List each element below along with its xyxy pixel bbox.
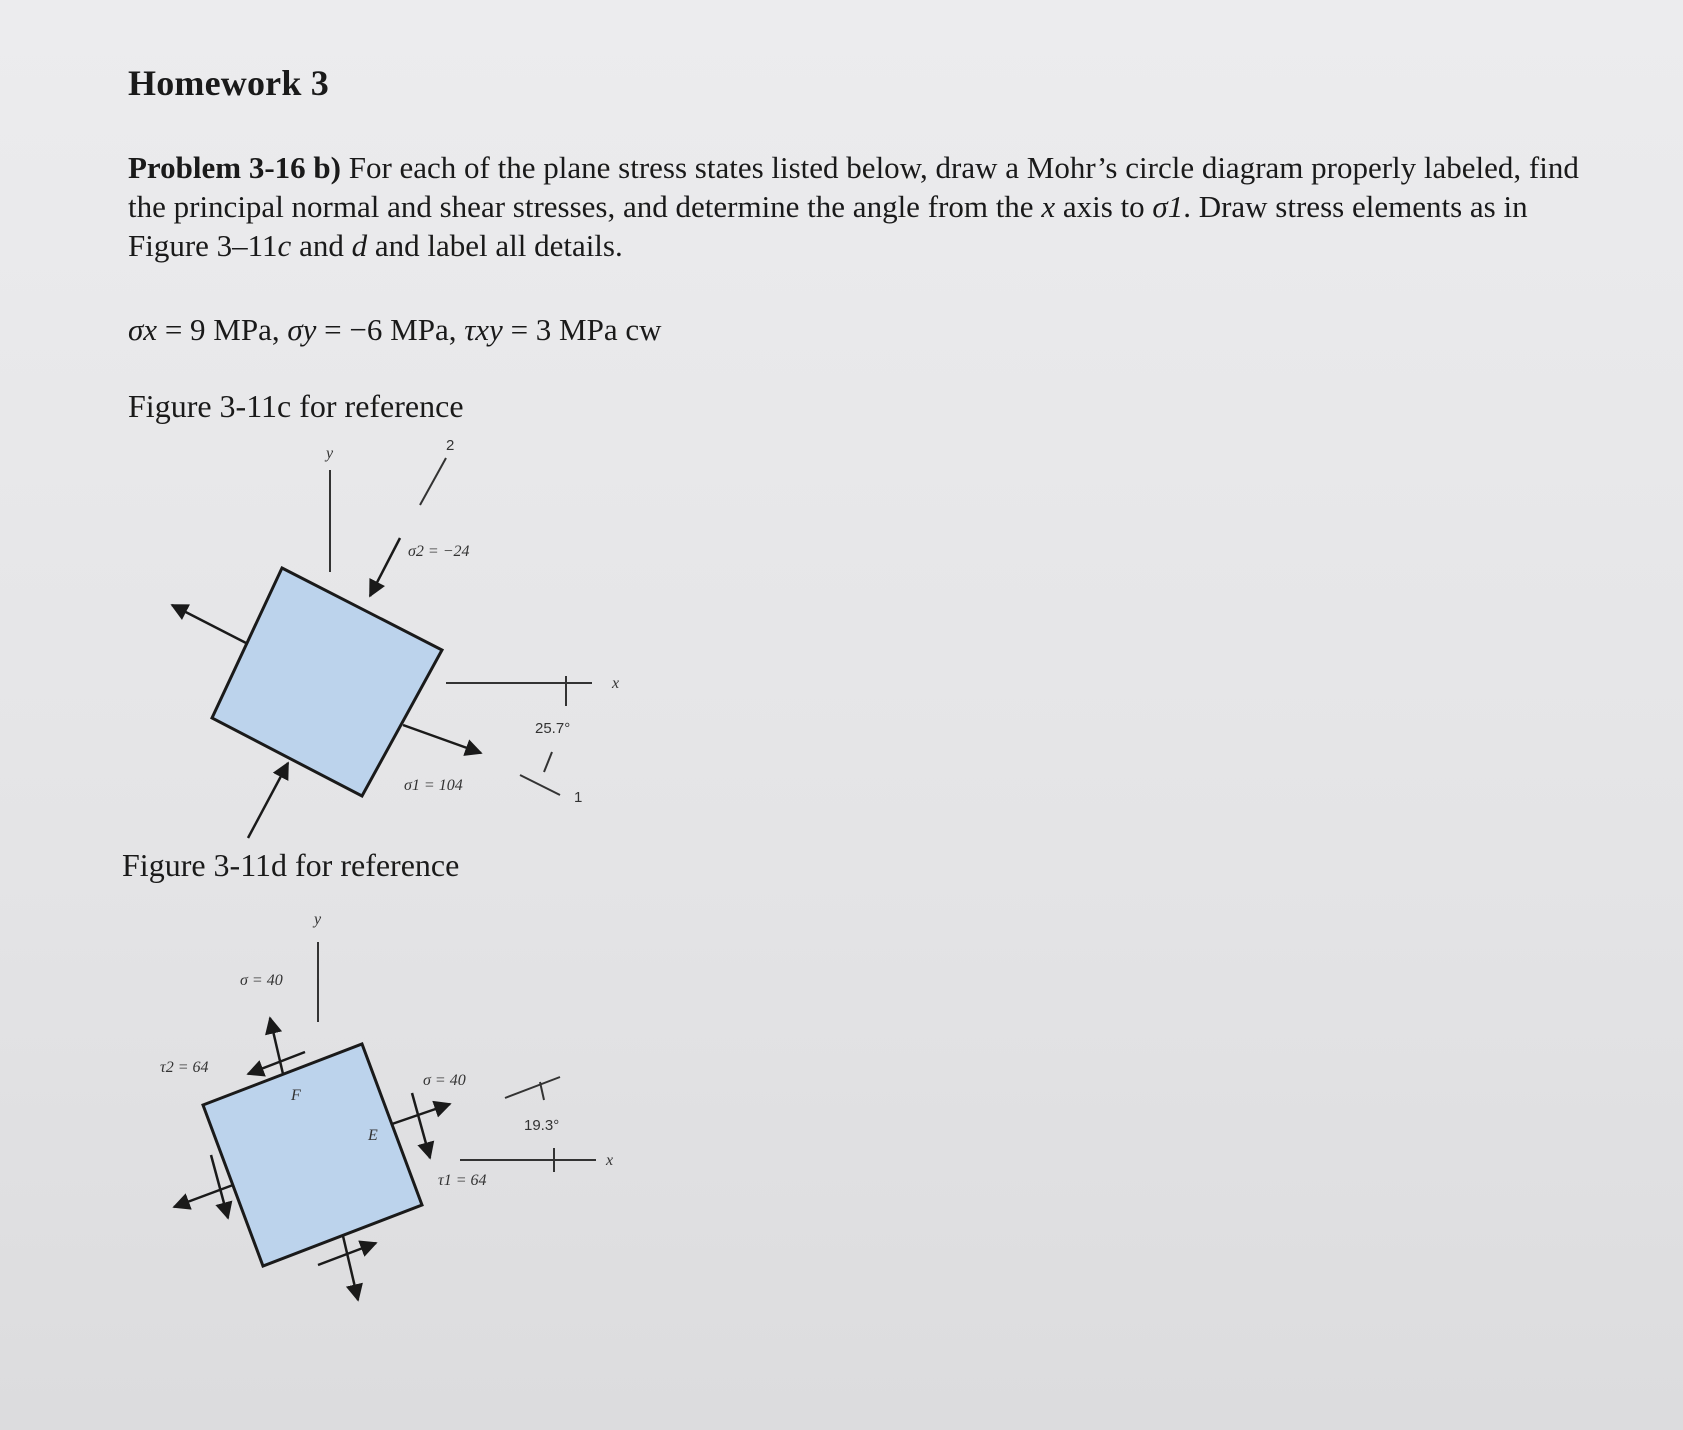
figure-d-stress-element (203, 1044, 422, 1266)
tau-xy-symbol: τxy (464, 312, 503, 347)
figure-c (172, 437, 619, 838)
problem-text-3: . Draw stress elements as in Figure 3–11 (128, 189, 1528, 263)
figure-c-sigma2-label: σ2 = −24 (408, 543, 470, 560)
figure-c-axis-2 (420, 458, 446, 505)
sigma-x-symbol: σx (128, 312, 158, 347)
figure-c-angle-arc (544, 752, 552, 772)
figure-c-sigma2-arrow-bottom (248, 763, 288, 838)
figure-d-x-label: x (606, 1152, 614, 1169)
problem-text-1: For each of the plane stress states listed below, draw a Mohr’s circle diagram properly labeled, find the principal normal and shear stresses, and determine the angle from the (128, 150, 1579, 224)
sigma1-symbol: σ1 (1152, 189, 1184, 224)
sigma-y-value: = −6 MPa, (316, 312, 465, 347)
figure-d-shear-arrow-bottom (318, 1243, 376, 1265)
figure-d-caption: Figure 3-11d for reference (122, 847, 460, 883)
page-title: Homework 3 (128, 63, 329, 103)
figure-d-sigma-top-label: σ = 40 (240, 972, 283, 989)
problem-text-5: and label all details. (367, 228, 623, 263)
figure-c-sigma2-arrow-top (370, 538, 400, 596)
problem-number: Problem 3-16 b) (128, 150, 341, 185)
problem-text-4: and (291, 228, 352, 263)
figure-d-face-e-label: E (368, 1127, 378, 1144)
figure-c-caption: Figure 3-11c for reference (128, 388, 464, 424)
problem-text-2: axis to (1055, 189, 1153, 224)
figure-d-tau1-label: τ1 = 64 (438, 1172, 487, 1189)
figure-d (160, 911, 613, 1300)
figure-c-axis-1-label: 1 (574, 789, 583, 806)
c-letter: c (277, 228, 292, 263)
figure-d-sigma-right-label: σ = 40 (423, 1072, 466, 1089)
x-symbol: x (1041, 189, 1056, 224)
figure-c-angle-label: 25.7° (535, 720, 571, 737)
figure-c-axis-2-label: 2 (446, 437, 455, 454)
figure-d-shear-arrow-right (412, 1093, 430, 1158)
figure-d-y-label: y (314, 911, 322, 928)
figure-c-sigma1-arrow-right (403, 725, 481, 753)
figure-d-tau2-label: τ2 = 64 (160, 1059, 209, 1076)
figure-c-sigma1-label: σ1 = 104 (404, 777, 463, 794)
figure-d-angle-label: 19.3° (524, 1117, 560, 1134)
figure-c-stress-element (212, 568, 442, 796)
figure-c-sigma1-arrow-left (172, 605, 248, 644)
sigma-y-symbol: σy (287, 312, 317, 347)
sigma-x-value: = 9 MPa, (157, 312, 288, 347)
figure-c-axis-1 (520, 775, 560, 795)
tau-xy-value: = 3 MPa cw (502, 312, 662, 347)
figure-c-y-label: y (326, 445, 334, 462)
d-letter: d (351, 228, 368, 263)
figure-d-rotated-axis (505, 1077, 560, 1098)
figure-d-normal-arrow-bottom (343, 1236, 358, 1300)
figure-c-x-label: x (612, 675, 620, 692)
figure-d-face-f-label: F (291, 1087, 301, 1104)
